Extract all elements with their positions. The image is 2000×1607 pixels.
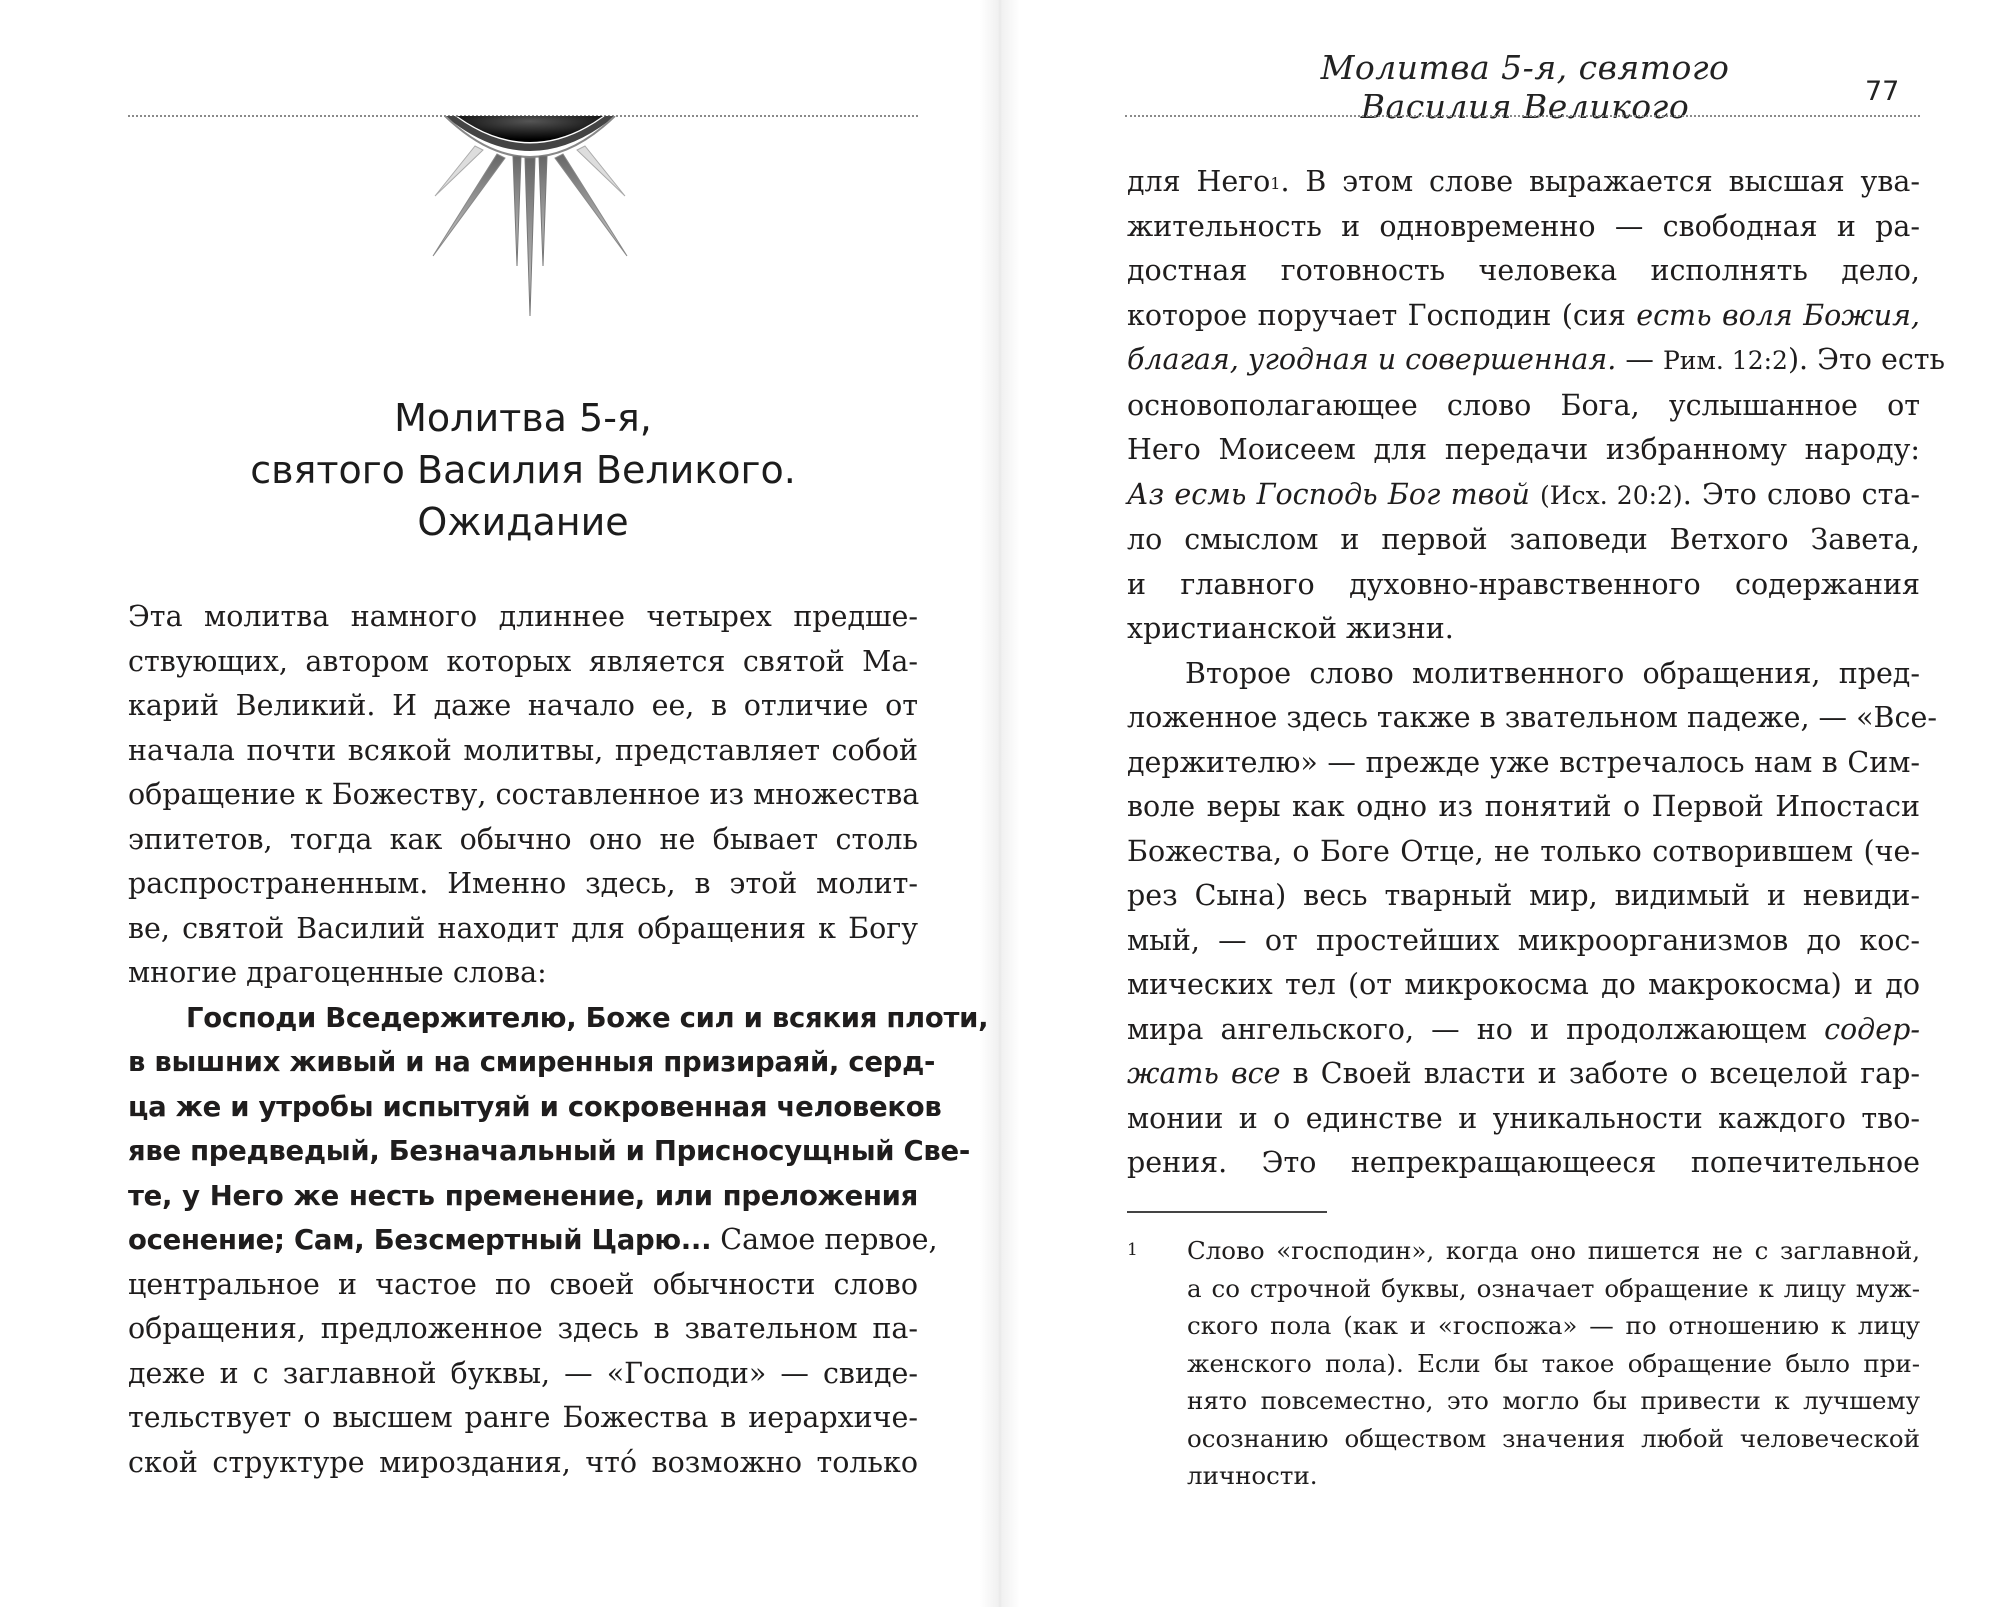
text-line: мических тел (от микрокосма до макрокосма) и до: [1127, 968, 1920, 1001]
prayer-tail: осенение; Сам, Безсмертный Царю...: [128, 1224, 712, 1256]
right-page: [1010, 0, 2000, 1607]
text-line: Божества, о Боге Отце, не только сотворившем (че-: [1127, 834, 1920, 868]
footnote-mark: 1: [1127, 1240, 1138, 1260]
footnote-text: [1187, 1232, 1920, 1495]
left-page: [0, 0, 990, 1607]
text-line: обращения, предложенное здесь в звательном па-: [128, 1312, 918, 1345]
text-line: [1127, 1008, 1920, 1053]
text-line: ской структуре мироздания, что́ возможно только: [128, 1445, 918, 1479]
prayer-line: в вышних живый и на смиренныя призираяй, серд-: [128, 1046, 936, 1078]
text-fragment: Самое первое,: [711, 1223, 938, 1256]
footnote-line: а со строчной буквы, означает обращение к лицу муж-: [1187, 1273, 1920, 1303]
text-line: [1127, 1052, 1920, 1097]
text-line: воле веры как одно из понятий о Первой Ипостаси: [1127, 790, 1920, 823]
text-fragment: . В этом слове выражается высшая ува-: [1280, 165, 1920, 198]
text-line: [1127, 473, 1920, 519]
scripture-ref: Рим. 12:2: [1662, 346, 1788, 375]
footnote-line: нято повсеместно, это могло бы привести к лучшему: [1187, 1386, 1920, 1415]
mixed-line: [128, 1218, 938, 1263]
sun-ornament-icon: [405, 116, 655, 331]
text-line: тельствует о высшем ранге Божества в иерархиче-: [128, 1401, 918, 1434]
text-line: начала почти всякой молитвы, представляет собой: [128, 733, 918, 767]
text-line: Второе слово молитвенного обращения, пред-: [1185, 656, 1920, 690]
running-head: Молитва 5-я, святого Василия Великого: [1320, 48, 1730, 126]
text-line: эпитетов, тогда как обычно оно не бывает столь: [128, 822, 918, 856]
text-line: христианской жизни.: [1127, 612, 1454, 645]
prayer-line: те, у Него же несть пременение, или преложения: [128, 1179, 918, 1212]
page-number: 77: [1865, 76, 1900, 107]
text-line: [1127, 338, 1946, 384]
text-fragment: —: [1616, 343, 1663, 376]
italic-quote: благая, угодная и совершенная.: [1127, 343, 1617, 376]
text-line: Эта молитва намного длиннее четырех предше-: [128, 600, 918, 633]
text-line: Него Моисеем для передачи избранному народу:: [1127, 433, 1920, 466]
text-line: центральное и частое по своей обычности слово: [128, 1267, 918, 1301]
italic-quote: жать все: [1127, 1057, 1281, 1090]
text-line: рения. Это непрекращающееся попечительное: [1127, 1146, 1920, 1179]
text-fragment: для Него: [1127, 165, 1271, 198]
chapter-title-line: святого Василия Великого.: [250, 448, 796, 492]
footnote-line: личности.: [1187, 1461, 1318, 1490]
text-fragment: в Своей власти и заботе о всецелой гар-: [1280, 1057, 1920, 1090]
text-line: распространенным. Именно здесь, в этой молит-: [128, 867, 918, 900]
text-fragment: ). Это есть: [1787, 343, 1946, 376]
text-line: держителю» — прежде уже встречалось нам в Сим-: [1127, 745, 1920, 779]
chapter-title-line: Молитва 5-я,: [394, 396, 652, 440]
footnote-rule: [1127, 1211, 1327, 1213]
text-line: достная готовность человека исполнять дело,: [1127, 254, 1920, 287]
text-line: многие драгоценные слова:: [128, 956, 547, 989]
text-line: ствующих, автором которых является святой Ма-: [128, 644, 918, 678]
chapter-title: [128, 392, 918, 548]
text-line: монии и о единстве и уникальности каждого тво-: [1127, 1101, 1920, 1135]
footnote-line: осознанию обществом значения любой человеческой: [1187, 1423, 1920, 1453]
text-fragment: которое поручает Господин (сия: [1127, 298, 1637, 332]
header-rule: [1125, 115, 1920, 117]
text-line: рез Сына) весь тварный мир, видимый и невиди-: [1127, 879, 1920, 912]
prayer-line: ца же и утробы испытуяй и сокровенная человеков: [128, 1090, 942, 1123]
text-fragment: . Это слово ста-: [1682, 477, 1920, 511]
text-line: ве, святой Василий находит для обращения к Богу: [128, 911, 918, 945]
italic-quote: Аз есмь Господь Бог твой: [1127, 477, 1530, 511]
text-line: карий Великий. И даже начало ее, в отличие от: [128, 689, 918, 722]
prayer-line: яве предведый, Безначальный и Присносущный Све-: [128, 1135, 970, 1167]
text-line: мый, — от простейших микроорганизмов до кос-: [1127, 923, 1920, 957]
text-line: деже и с заглавной буквы, — «Господи» — свиде-: [128, 1356, 918, 1390]
prayer-line: Господи Вседержителю, Боже сил и всякия плоти,: [186, 1001, 989, 1034]
footnote-line: Слово «господин», когда оно пишется не с заглавной,: [1187, 1236, 1920, 1265]
italic-quote: есть воля Божия,: [1636, 298, 1920, 332]
chapter-title-line: Ожидание: [417, 500, 629, 544]
footnote-ref[interactable]: 1: [1270, 174, 1281, 193]
text-fragment: мира ангельского, — но и продолжающем: [1127, 1012, 1825, 1046]
left-body-text: [128, 595, 989, 1485]
text-line: основополагающее слово Бога, услышанное от: [1127, 388, 1920, 422]
text-line: жительность и одновременно — свободная и ра-: [1127, 209, 1920, 243]
italic-quote: содер-: [1824, 1012, 1920, 1046]
text-line: [1127, 294, 1920, 339]
text-line: и главного духовно-нравственного содержания: [1127, 567, 1920, 601]
scripture-ref: (Исх. 20:2): [1540, 480, 1683, 510]
text-line: ло смыслом и первой заповеди Ветхого Завета,: [1127, 523, 1920, 556]
right-body-text: [1127, 160, 1946, 1186]
footnote-line: женского пола). Если бы такое обращение было при-: [1187, 1348, 1920, 1378]
text-line: обращение к Божеству, составленное из множества: [128, 778, 920, 811]
footnote-line: ского пола (как и «госпожа» — по отношению к лицу: [1187, 1311, 1920, 1340]
text-line: [1127, 160, 1920, 205]
text-line: ложенное здесь также в звательном падеже, — «Все-: [1127, 701, 1937, 734]
